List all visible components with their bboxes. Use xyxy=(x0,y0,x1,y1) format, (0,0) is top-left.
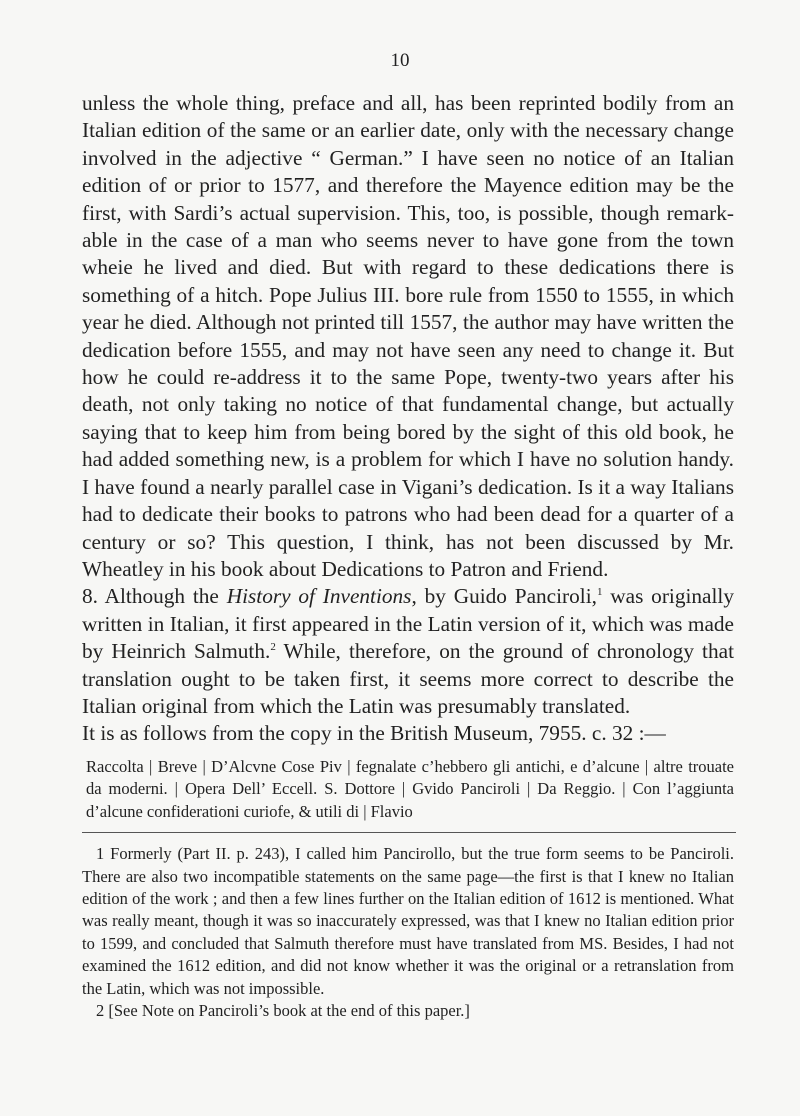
footnote-divider xyxy=(82,832,736,833)
section-8-lead: 8. Although the xyxy=(82,584,227,609)
footnote-ref-1: 1 xyxy=(596,586,603,599)
footnote-2: 2 [See Note on Panciroli’s book at the end of this paper.] xyxy=(96,1001,470,1021)
body-text xyxy=(82,90,734,1023)
footnote-ref-2: 2 xyxy=(270,641,276,654)
book-title-italic: History of Inventions xyxy=(226,584,412,609)
paragraph: unless the whole thing, preface and all, has been reprinted bodily from an Italian edition of the same or an earlier date, only with the necessary change involved in the adjective “ German.” I have seen no notice of an Italian edition of or prior to 1577, and therefore the Mayence edition may be the first, with Sardi’s actual supervision. This, too, is possible, though remark- able in the case of a man who seems never to have gone from the town wheie he lived and died. But with regard to these dedications there is something of a hitch. Pope Julius III. bore rule from 1550 to 1555, in which year he died. Although not printed till 1557, the author may have written the dedication before 1555, and may not have seen any need to change it. But how he could re-address it to the same Pope, twenty-two years after his death, not only taking no notice of that fundamental change, but actually saying that to keep him from being bored by the sight of this old book, he had added something new, is a problem for which I have no solution handy. I have found a nearly parallel case in Vigani’s dedication. Is it a way Italians had to dedicate their books to patrons who had been dead for a quarter of a century or so? This question, I think, has not been discussed by Mr. Wheatley in his book about Dedications to Patron and Friend. xyxy=(82,91,734,581)
page-number: 10 xyxy=(390,50,410,71)
quoted-title-page: Raccolta | Breve | D’Alcvne Cose Piv | fegnalate c’hebbero gli antichi, e d’alcune | altre trouate da moderni. | Opera Dell’ Eccell. S. Dottore | Gvido Panciroli | Da Reggio. | Con l’aggiunta d’alcune confiderationi curiofe, & utili di | Flavio xyxy=(86,756,734,821)
section-8-paragraph xyxy=(82,583,734,720)
follows-line: It is as follows from the copy in the British Museum, 7955. c. 32 :— xyxy=(82,721,666,746)
section-8-middle: was originally written in Italian, it first appeared in the Latin version of it, which was made by Heinrich Salmuth. xyxy=(82,584,734,664)
footnotes xyxy=(82,843,734,1022)
footnote-1: 1 Formerly (Part II. p. 243), I called him Pancirollo, but the true form seems to be Panciroli. There are also two incompatible statements on the same page—the first is that I knew no Italian edition of the work ; and then a few lines further on the Italian edition of 1612 is mentioned. What was really meant, though it was so inaccurately expressed, was that I knew no Italian edition prior to 1599, and concluded that Salmuth therefore must have translated from MS. Besides, I had not examined the 1612 edition, and did not know whether it was the original or a retranslation from the Latin, which was not impossible. xyxy=(82,844,734,998)
section-8-tail: While, therefore, on the ground of chronology that translation ought to be taken first, it seems more correct to describe the Italian original from which the Latin was presumably translated. xyxy=(82,639,734,718)
section-8-after-title: , by Guido Panciroli, xyxy=(411,584,597,609)
